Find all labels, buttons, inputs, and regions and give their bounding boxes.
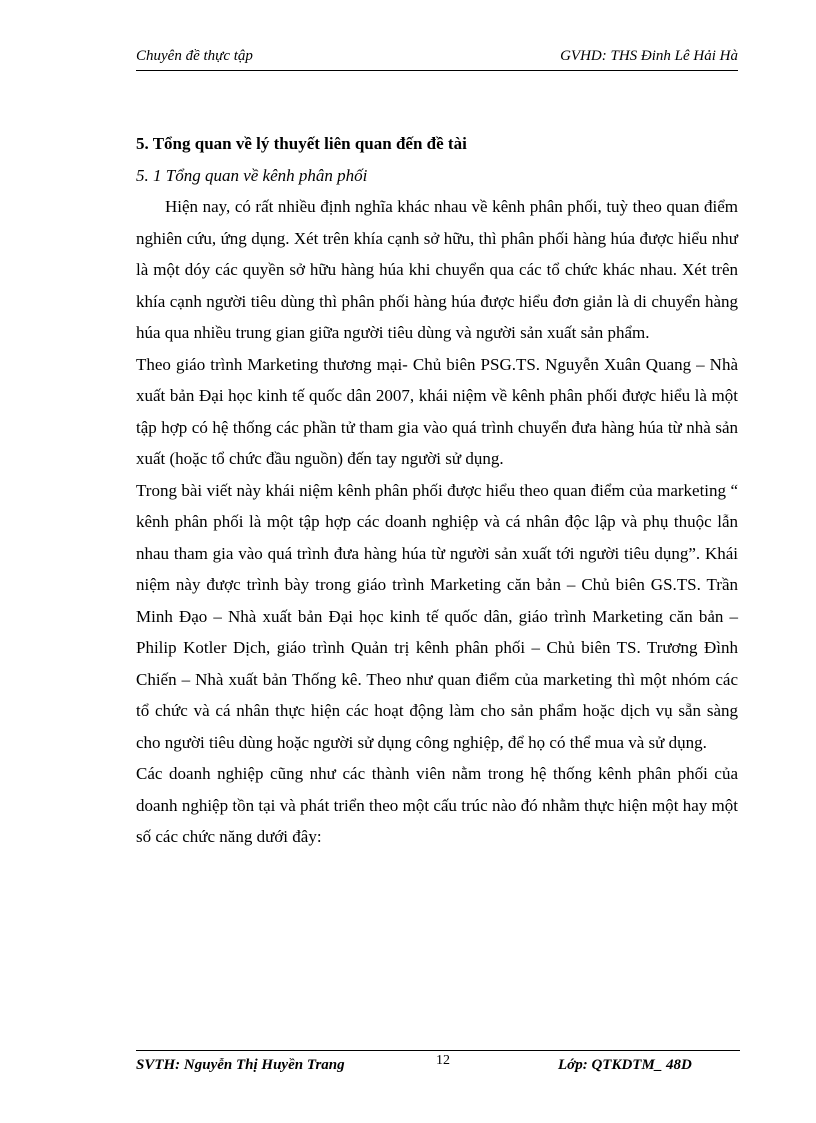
paragraph-3: Trong bài viết này khái niệm kênh phân phối được hiểu theo quan điểm của marketing “ kênh phân phối là một tập hợp các doanh nghiệp và cá nhân độc lập và phụ thuộc lẫn nhau tham gia vào quá trình đưa hàng húa từ người sản xuất tới người tiêu dụng”. Khái niệm này được trình bày trong giáo trình Marketing căn bản – Chủ biên GS.TS. Trần Minh Đạo – Nhà xuất bản Đại học kinh tế quốc dân, giáo trình Marketing căn bản – Philip Kotler Dịch, giáo trình Quản trị kênh phân phối – Chủ biên TS. Trương Đình Chiến – Nhà xuất bản Thống kê. Theo như quan điểm của marketing thì một nhóm các tổ chức và cá nhân thực hiện các hoạt động làm cho sản phẩm hoặc dịch vụ sẵn sàng cho người tiêu dùng hoặc người sử dụng công nghiệp, để họ có thể mua và sử dụng. (136, 480, 738, 752)
footer-student: SVTH: Nguyễn Thị Huyền Trang (136, 1057, 345, 1073)
footer-class: Lớp: QTKDTM_ 48D (558, 1057, 692, 1073)
paragraph-1: Hiện nay, có rất nhiều định nghĩa khác nhau về kênh phân phối, tuỳ theo quan điểm nghiên cứu, ứng dụng. Xét trên khía cạnh sở hữu, thì phân phối hàng húa được hiểu như là một dóy các quyền sở hữu hàng húa khi chuyển qua các tổ chức khác nhau. Xét trên khía cạnh người tiêu dùng thì phân phối hàng húa được hiểu đơn giản là di chuyển hàng húa qua nhiều trung gian giữa người tiêu dùng và người sản xuất sản phẩm. (136, 197, 738, 342)
header-supervisor: GVHD: THS Đinh Lê Hải Hà (560, 48, 738, 64)
page-content (136, 128, 738, 853)
page-header (136, 46, 738, 71)
paragraph-2: Theo giáo trình Marketing thương mại- Chủ biên PSG.TS. Nguyễn Xuân Quang – Nhà xuất bản Đại học kinh tế quốc dân 2007, khái niệm về kênh phân phối được hiểu là một tập hợp có hệ thống các phần tử tham gia vào quá trình chuyển đưa hàng húa từ nhà sản xuất (hoặc tổ chức đầu nguồn) đến tay người sử dụng. (136, 354, 738, 468)
header-document-type: Chuyên đề thực tập (136, 48, 253, 64)
section-heading: 5. Tổng quan về lý thuyết liên quan đến đề tài (136, 134, 467, 153)
paragraph-4: Các doanh nghiệp cũng như các thành viên nằm trong hệ thống kênh phân phối của doanh nghiệp tồn tại và phát triển theo một cấu trúc nào đó nhằm thực hiện một hay một số các chức năng dưới đây: (136, 764, 738, 846)
page-number: 12 (436, 1053, 450, 1068)
page-footer (136, 1050, 740, 1081)
section-subheading: 5. 1 Tổng quan về kênh phân phối (136, 165, 368, 185)
